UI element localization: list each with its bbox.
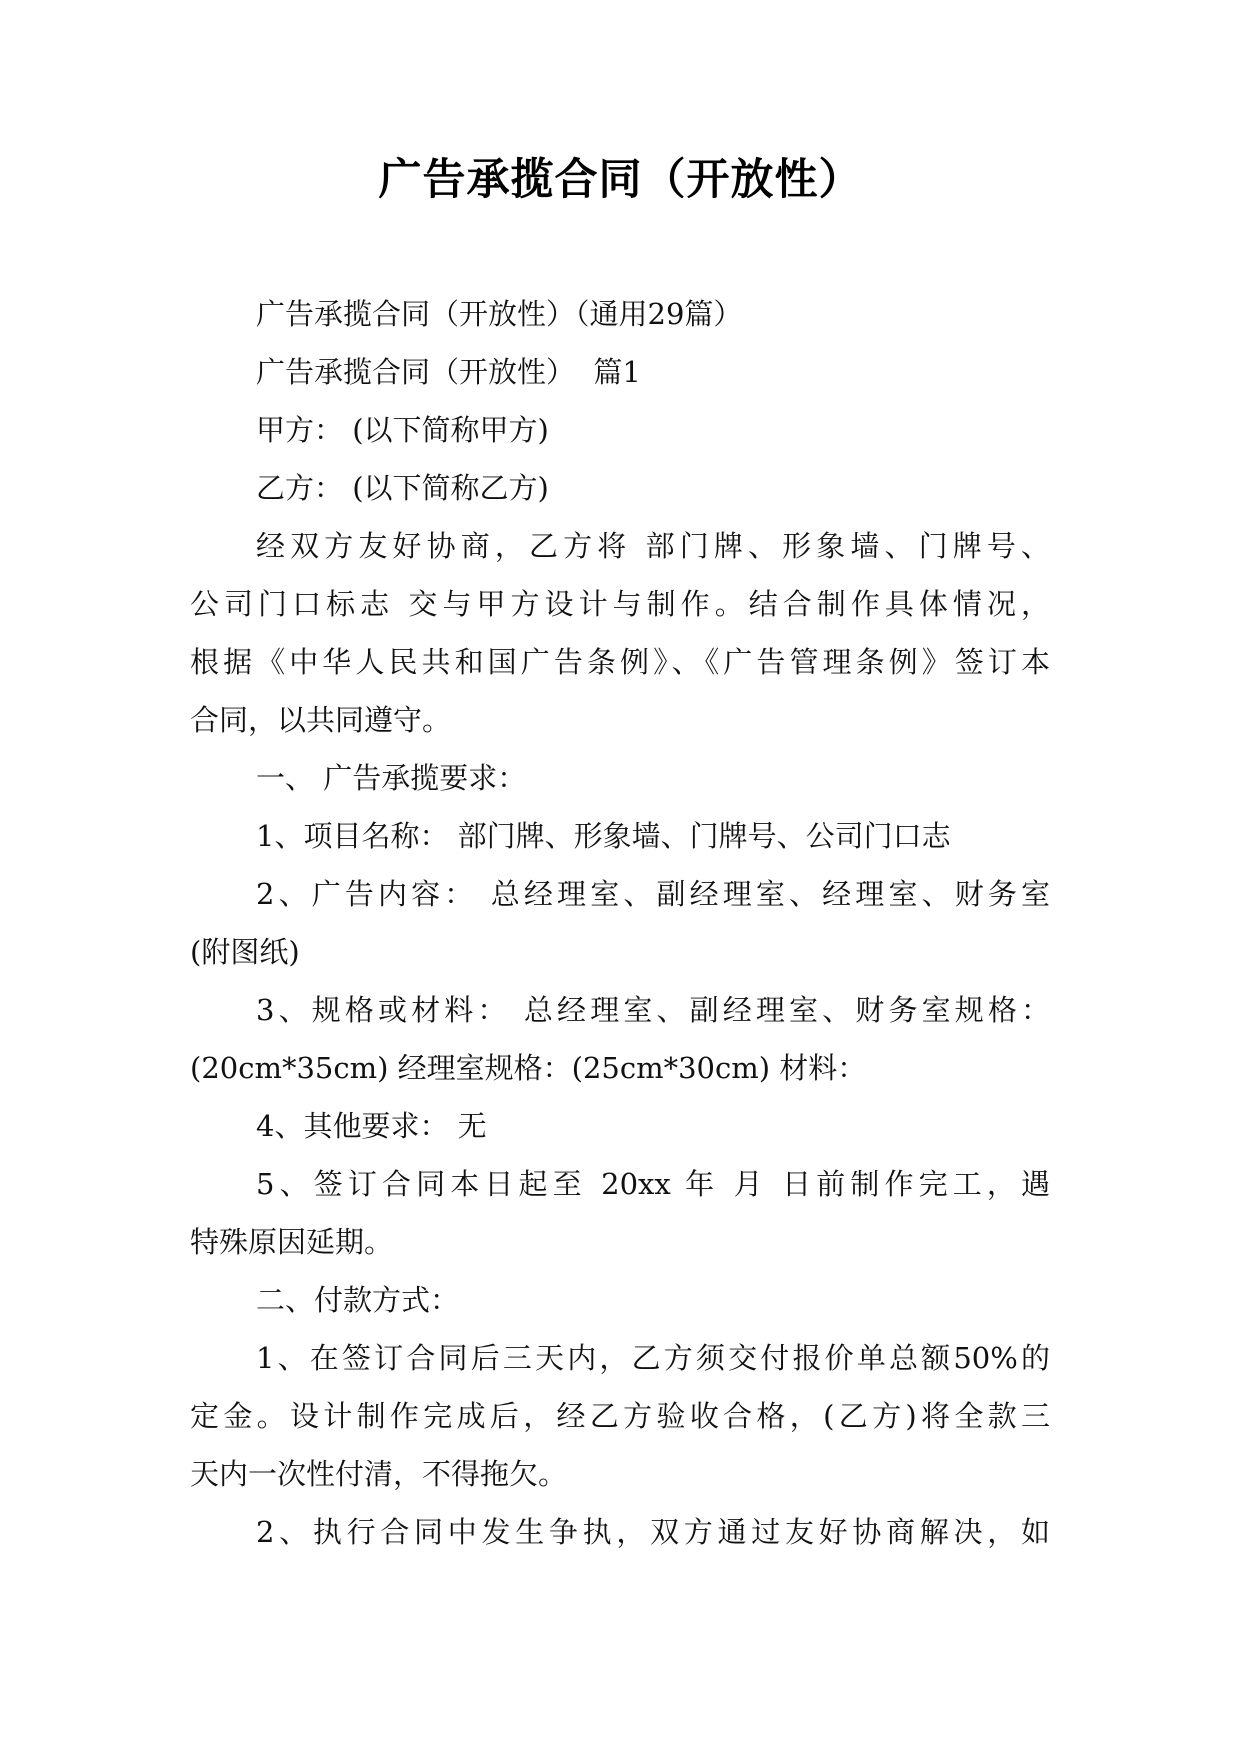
paragraph-line: 定金。设计制作完成后，经乙方验收合格，(乙方)将全款三 <box>190 1399 1050 1433</box>
section-heading: 一、 广告承揽要求： <box>256 761 527 795</box>
paragraph-line: 4、其他要求： 无 <box>256 1109 487 1143</box>
paragraph-line: 根据《中华人民共和国广告条例》、《广告管理条例》签订本 <box>190 645 1050 679</box>
document-title: 广告承揽合同（开放性） <box>378 155 863 205</box>
paragraph-line: 5、签订合同本日起至 20xx 年 月 日前制作完工，遇 <box>256 1167 1050 1201</box>
paragraph-line: 特殊原因延期。 <box>190 1225 394 1259</box>
paragraph-line: 经双方友好协商，乙方将 部门牌、形象墙、门牌号、 <box>256 529 1050 563</box>
paragraph-line: 广告承揽合同（开放性） 篇1 <box>256 355 641 389</box>
paragraph-line: 乙方： (以下简称乙方) <box>256 471 549 505</box>
paragraph-line: (附图纸) <box>190 935 300 969</box>
paragraph-line: 广告承揽合同（开放性）（通用29篇） <box>256 297 743 331</box>
paragraph-line: 甲方： (以下简称甲方) <box>256 413 549 447</box>
paragraph-line: 公司门口标志 交与甲方设计与制作。结合制作具体情况， <box>190 587 1050 621</box>
document-body <box>190 285 1050 1561</box>
paragraph-line: 2、广告内容： 总经理室、副经理室、经理室、财务室 <box>256 877 1050 911</box>
section-heading: 二、付款方式： <box>256 1283 460 1317</box>
paragraph-line: 合同，以共同遵守。 <box>190 703 452 737</box>
paragraph-line: 天内一次性付清，不得拖欠。 <box>190 1457 568 1491</box>
paragraph-line: 2、执行合同中发生争执，双方通过友好协商解决，如 <box>256 1515 1050 1549</box>
paragraph-line: 1、在签订合同后三天内，乙方须交付报价单总额50%的 <box>256 1341 1050 1375</box>
paragraph-line: (20cm*35cm) 经理室规格：(25cm*30cm) 材料： <box>190 1051 867 1085</box>
paragraph-line: 1、项目名称： 部门牌、形象墙、门牌号、公司门口志 <box>256 819 951 853</box>
paragraph-line: 3、规格或材料： 总经理室、副经理室、财务室规格： <box>256 993 1050 1027</box>
